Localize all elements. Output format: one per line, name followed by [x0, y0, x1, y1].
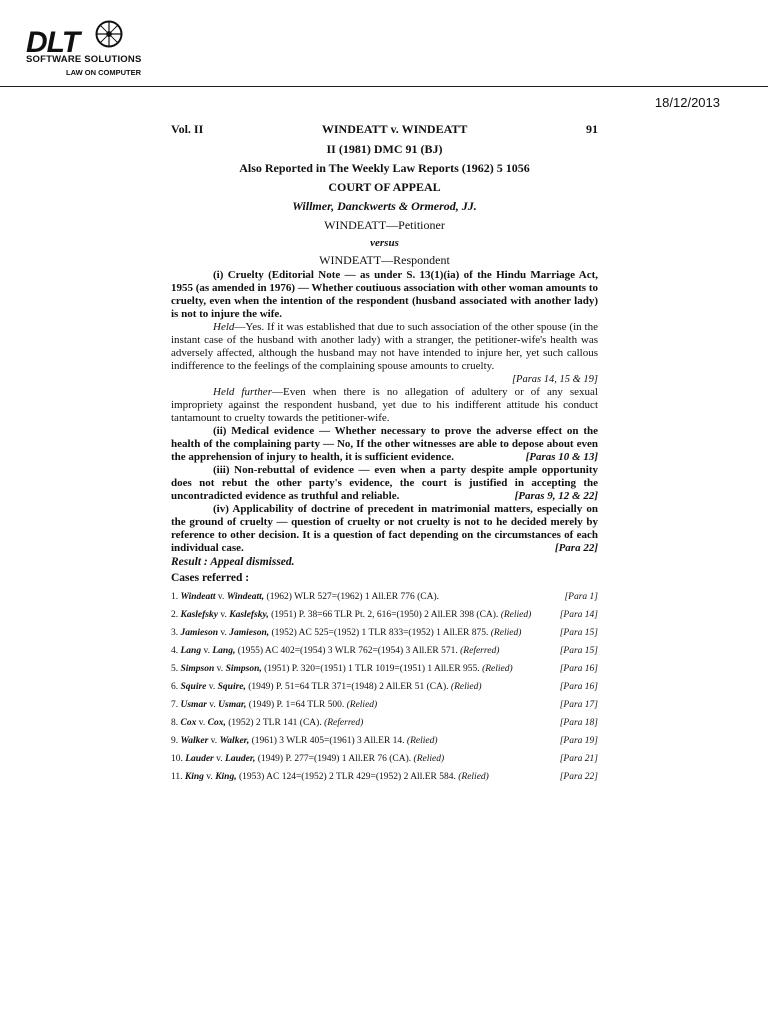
case-party-b: Usmar, [218, 700, 247, 710]
case-cite: (1951) P. 320=(1951) 1 TLR 1019=(1951) 1 All.ER 955. [261, 664, 480, 674]
case-row [171, 663, 598, 675]
case-row [171, 681, 598, 693]
case-party-a: Lauder [185, 754, 214, 764]
case-number: 2. [171, 610, 179, 620]
headnote-i: (i) Cruelty (Editorial Note — as under S. 13(1)(ia) of the Hindu Marriage Act, 1955 (as amended in 1976) — Whether coutiuous association with other woman amounts to cruelty, even when the intention of the respondent (husband associated with another lady) is not to injure the wife. [171, 269, 598, 320]
case-party-a: Usmar [180, 700, 207, 710]
logo-tagline: LAW ON COMPUTER [66, 68, 141, 77]
case-party-b: Jamieson, [229, 628, 270, 638]
case-treatment: (Relied) [448, 682, 482, 692]
case-para-reference: [Para 22] [559, 772, 598, 782]
case-treatment: (Relied) [344, 700, 378, 710]
case-party-b: Walker, [219, 736, 250, 746]
versus-label: versus [370, 237, 399, 249]
case-treatment: (Relied) [479, 664, 513, 674]
case-para-reference: [Para 16] [559, 664, 598, 674]
case-connector: v. [216, 664, 224, 674]
citation: II (1981) DMC 91 (BJ) [326, 142, 443, 156]
case-number: 8. [171, 718, 179, 728]
case-party-b: Cox, [207, 718, 226, 728]
case-number: 5. [171, 664, 179, 674]
case-number: 3. [171, 628, 179, 638]
case-cite: (1951) P. 38=66 TLR Pt. 2, 616=(1950) 2 All.ER 398 (CA). [268, 610, 499, 620]
case-party-a: Lang [180, 646, 202, 656]
headnote-iii [171, 464, 598, 503]
case-treatment: (Relied) [404, 736, 438, 746]
case-connector: v. [217, 592, 225, 602]
case-citation [171, 609, 546, 621]
headnote-iv [171, 503, 598, 555]
case-citation [171, 663, 546, 675]
court-name: COURT OF APPEAL [328, 180, 441, 194]
case-number: 1. [171, 592, 179, 602]
judgment-page [171, 120, 598, 783]
case-treatment: (Referred) [321, 718, 364, 728]
disc-icon [95, 20, 123, 48]
case-number: 7. [171, 700, 179, 710]
case-connector: v. [203, 646, 210, 656]
case-number: 9. [171, 736, 179, 746]
case-row [171, 609, 598, 621]
case-row [171, 735, 598, 747]
case-connector: v. [220, 628, 227, 638]
page-number: 91 [585, 122, 598, 136]
judges: Willmer, Danckwerts & Ormerod, JJ. [292, 199, 477, 213]
case-row [171, 699, 598, 711]
case-para-reference: [Para 16] [559, 682, 598, 692]
case-para-reference: [Para 19] [559, 736, 598, 746]
result: Result : Appeal dismissed. [171, 556, 295, 568]
case-citation [171, 699, 546, 711]
case-number: 6. [171, 682, 179, 692]
case-title: WINDEATT v. WINDEATT [321, 122, 468, 136]
cases-referred-heading: Cases referred : [171, 572, 250, 584]
case-party-a: Windeatt [180, 592, 216, 602]
held-further-paragraph [171, 386, 598, 425]
case-citation [171, 645, 546, 657]
case-cite: (1949) P. 51=64 TLR 371=(1948) 2 All.ER 51 (CA). [245, 682, 449, 692]
cases-list [171, 591, 598, 783]
case-row [171, 591, 598, 603]
case-row [171, 771, 598, 783]
case-para-reference: [Para 15] [559, 646, 598, 656]
print-date: 18/12/2013 [654, 95, 720, 110]
headnote-ii-text: (ii) Medical evidence — Whether necessary to prove the adverse effect on the health of the complaining party — No, If the other witnesses are able to depose about even the apprehension of injury to health, it is sufficient evidence. [171, 425, 598, 463]
held-further-text: —Even when there is no allegation of adultery or of any sexual impropriety against the respondent husband, yet due to his indifferent attitude his conduct tantamount to cruelty towards the petitioner-wife. [171, 386, 598, 424]
case-citation [171, 771, 546, 783]
case-para-reference: [Para 1] [564, 592, 598, 602]
case-connector: v. [208, 682, 216, 692]
case-treatment: (Referred) [457, 646, 500, 656]
headnote-iii-reference: [Paras 9, 12 & 22] [514, 490, 598, 502]
case-connector: v. [220, 610, 227, 620]
case-citation [171, 681, 546, 693]
case-party-a: Jamieson [180, 628, 218, 638]
case-number: 10. [171, 754, 183, 764]
case-citation [171, 735, 546, 747]
case-party-b: Lauder, [225, 754, 256, 764]
case-connector: v. [216, 754, 223, 764]
logo-name: SOFTWARE SOLUTIONS [26, 54, 142, 65]
case-row [171, 753, 598, 765]
case-para-reference: [Para 14] [559, 610, 598, 620]
case-citation [171, 627, 546, 639]
case-para-reference: [Para 18] [559, 718, 598, 728]
case-citation [171, 753, 546, 765]
case-treatment: (Relied) [411, 754, 445, 764]
held-label: Held [213, 321, 235, 333]
case-party-b: Lang, [212, 646, 236, 656]
case-cite: (1949) P. 1=64 TLR 500. [246, 700, 345, 710]
case-row [171, 717, 598, 729]
case-row [171, 627, 598, 639]
case-party-b: Squire, [217, 682, 246, 692]
case-cite: (1961) 3 WLR 405=(1961) 3 All.ER 14. [249, 736, 405, 746]
logo-brand: DLT [26, 26, 80, 59]
case-cite: (1952) 2 TLR 141 (CA). [225, 718, 322, 728]
case-party-a: Walker [180, 736, 209, 746]
held-further-label: Held further [213, 386, 272, 398]
case-connector: v. [210, 736, 218, 746]
case-para-reference: [Para 21] [559, 754, 598, 764]
respondent: WINDEATT—Respondent [319, 253, 450, 267]
also-reported: Also Reported in The Weekly Law Reports (1962) 5 1056 [239, 161, 530, 175]
headnote-ii [171, 425, 598, 464]
case-para-reference: [Para 15] [559, 628, 598, 638]
case-treatment: (Relied) [488, 628, 522, 638]
case-connector: v. [209, 700, 216, 710]
case-cite: (1952) AC 525=(1952) 1 TLR 833=(1952) 1 All.ER 875. [269, 628, 489, 638]
case-party-a: Simpson [180, 664, 215, 674]
case-party-b: Kaslefsky, [229, 610, 269, 620]
dlt-logo [26, 20, 146, 80]
headnote-iv-reference: [Para 22] [554, 542, 598, 554]
case-party-b: King, [215, 772, 237, 782]
case-citation [171, 717, 546, 729]
case-number: 11. [171, 772, 183, 782]
case-para-reference: [Para 17] [559, 700, 598, 710]
headnote-iv-text: (iv) Applicability of doctrine of precedent in matrimonial matters, especially on the ground of cruelty — question of cruelty or not cruelty is not to he decided merely by reference to other decision. It is a question of fact depending on the circumstances of each individual case. [171, 503, 598, 554]
header-rule [0, 86, 768, 87]
case-cite: (1953) AC 124=(1952) 2 TLR 429=(1952) 2 All.ER 584. [236, 772, 456, 782]
petitioner: WINDEATT—Petitioner [324, 218, 445, 232]
held-text: —Yes. If it was established that due to such association of the other spouse (in the instant case of the husband with another lady) with a stranger, the petitioner-wife's health was adversely affected, although the husband may not have intended to injure her, yet such callous indifference to the feelings of the complaining spouse amounts to cruelty. [171, 321, 598, 372]
running-header [171, 120, 598, 140]
volume-label: Vol. II [171, 122, 204, 136]
case-party-a: Kaslefsky [180, 610, 218, 620]
case-party-b: Windeatt, [226, 592, 265, 602]
headnote-iii-text: (iii) Non-rebuttal of evidence — even when a party despite ample opportunity does not rebut the other party's evidence, the court is justified in accepting the uncontradicted evidence as truthful and reliable. [171, 464, 598, 502]
case-row [171, 645, 598, 657]
held-paragraph [171, 321, 598, 373]
case-treatment: (Relied) [455, 772, 489, 782]
case-party-a: Cox [180, 718, 197, 728]
case-citation [171, 591, 546, 603]
held-reference: [Paras 14, 15 & 19] [511, 374, 598, 385]
headnote-ii-reference: [Paras 10 & 13] [525, 451, 598, 463]
case-connector: v. [206, 772, 213, 782]
case-party-b: Simpson, [225, 664, 262, 674]
case-cite: (1949) P. 277=(1949) 1 All.ER 76 (CA). [255, 754, 412, 764]
case-cite: (1962) WLR 527=(1962) 1 All.ER 776 (CA). [264, 592, 440, 602]
case-party-a: Squire [180, 682, 207, 692]
case-number: 4. [171, 646, 179, 656]
case-connector: v. [198, 718, 206, 728]
case-party-a: King [184, 772, 204, 782]
case-cite: (1955) AC 402=(1954) 3 WLR 762=(1954) 3 All.ER 571. [235, 646, 458, 656]
case-treatment: (Relied) [498, 610, 532, 620]
